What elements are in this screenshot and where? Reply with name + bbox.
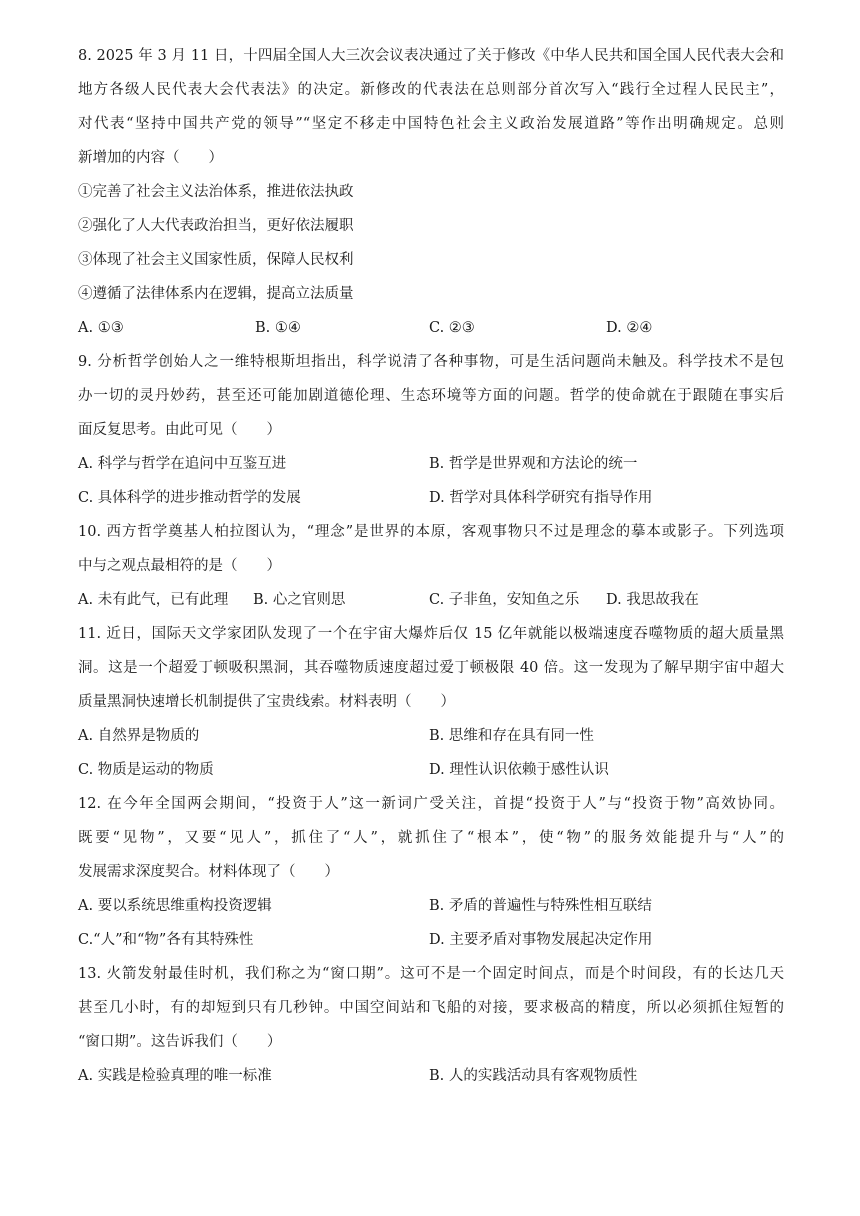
question-12-stem-line-2: 既要“见物”，又要“见人”，抓住了“人”，就抓住了“根本”，使“物”的服务效能提升与“人”的 xyxy=(78,830,784,846)
question-9-stem-line-1: 9. 分析哲学创始人之一维特根斯坦指出，科学说清了各种事物，可是生活问题尚未触及。科学技术不是包 xyxy=(78,354,784,370)
question-8-option-b[interactable]: B. ①④ xyxy=(255,320,301,336)
question-8-item-3: ③体现了社会主义国家性质，保障人民权利 xyxy=(78,252,354,268)
question-8-option-d[interactable]: D. ②④ xyxy=(606,320,653,336)
question-10-stem-line-2: 中与之观点最相符的是（ ） xyxy=(78,558,281,574)
question-13-stem-line-3: “窗口期”。这告诉我们（ ） xyxy=(78,1034,282,1050)
question-12-option-b[interactable]: B. 矛盾的普遍性与特殊性相互联结 xyxy=(429,898,652,914)
question-11-option-d[interactable]: D. 理性认识依赖于感性认识 xyxy=(429,762,609,778)
question-9-option-b[interactable]: B. 哲学是世界观和方法论的统一 xyxy=(429,456,638,472)
question-9-stem-line-3: 面反复思考。由此可见（ ） xyxy=(78,422,281,438)
question-8-stem-line-2: 地方各级人民代表大会代表法》的决定。新修改的代表法在总则部分首次写入“践行全过程人民民主”， xyxy=(78,82,784,98)
question-9-option-c[interactable]: C. 具体科学的进步推动哲学的发展 xyxy=(78,490,301,506)
question-11-stem-line-1: 11. 近日，国际天文学家团队发现了一个在宇宙大爆炸后仅 15 亿年就能以极端速度吞噬物质的超大质量黑 xyxy=(78,626,784,642)
question-13-option-b[interactable]: B. 人的实践活动具有客观物质性 xyxy=(429,1068,638,1084)
question-11-option-c[interactable]: C. 物质是运动的物质 xyxy=(78,762,214,778)
question-9-stem-line-2: 办一切的灵丹妙药，甚至还可能加剧道德伦理、生态环境等方面的问题。哲学的使命就在于跟随在事实后 xyxy=(78,388,784,404)
question-12-option-d[interactable]: D. 主要矛盾对事物发展起决定作用 xyxy=(429,932,653,948)
question-12-option-c[interactable]: C.“人”和“物”各有其特殊性 xyxy=(78,932,254,948)
question-10-stem-line-1: 10. 西方哲学奠基人柏拉图认为，“理念”是世界的本原，客观事物只不过是理念的摹本或影子。下列选项 xyxy=(78,524,784,540)
question-12-stem-line-1: 12. 在今年全国两会期间，“投资于人”这一新词广受关注，首提“投资于人”与“投资于物”高效协同。 xyxy=(78,796,784,812)
question-11-stem-line-2: 洞。这是一个超爱丁顿吸积黑洞，其吞噬物质速度超过爱丁顿极限 40 倍。这一发现为了解早期宇宙中超大 xyxy=(78,660,784,676)
question-8-stem-line-4: 新增加的内容（ ） xyxy=(78,150,223,166)
question-11-option-a[interactable]: A. 自然界是物质的 xyxy=(78,728,200,744)
question-8-option-a[interactable]: A. ①③ xyxy=(78,320,124,336)
question-10-option-d[interactable]: D. 我思故我在 xyxy=(606,592,699,608)
question-8-option-c[interactable]: C. ②③ xyxy=(429,320,475,336)
question-11-stem-line-3: 质量黑洞快速增长机制提供了宝贵线索。材料表明（ ） xyxy=(78,694,455,710)
question-9-option-d[interactable]: D. 哲学对具体科学研究有指导作用 xyxy=(429,490,653,506)
question-10-option-c[interactable]: C. 子非鱼，安知鱼之乐 xyxy=(429,592,580,608)
question-8-stem-line-1: 8. 2025 年 3 月 11 日，十四届全国人大三次会议表决通过了关于修改《中华人民共和国全国人民代表大会和 xyxy=(78,48,784,64)
question-8-item-4: ④遵循了法律体系内在逻辑，提高立法质量 xyxy=(78,286,354,302)
question-11-option-b[interactable]: B. 思维和存在具有同一性 xyxy=(429,728,594,744)
question-13-option-a[interactable]: A. 实践是检验真理的唯一标准 xyxy=(78,1068,272,1084)
question-12-stem-line-3: 发展需求深度契合。材料体现了（ ） xyxy=(78,864,339,880)
question-13-stem-line-1: 13. 火箭发射最佳时机，我们称之为“窗口期”。这可不是一个固定时间点，而是个时间段，有的长达几天 xyxy=(78,966,784,982)
question-10-option-b[interactable]: B. 心之官则思 xyxy=(253,592,346,608)
question-9-option-a[interactable]: A. 科学与哲学在追问中互鉴互进 xyxy=(78,456,287,472)
question-12-option-a[interactable]: A. 要以系统思维重构投资逻辑 xyxy=(78,898,272,914)
question-13-stem-line-2: 甚至几小时，有的却短到只有几秒钟。中国空间站和飞船的对接，要求极高的精度，所以必须抓住短暂的 xyxy=(78,1000,784,1016)
question-8-item-1: ①完善了社会主义法治体系，推进依法执政 xyxy=(78,184,354,200)
question-10-option-a[interactable]: A. 未有此气，已有此理 xyxy=(78,592,229,608)
question-8-stem-line-3: 对代表“坚持中国共产党的领导”“坚定不移走中国特色社会主义政治发展道路”等作出明确规定。总则 xyxy=(78,116,784,132)
question-8-item-2: ②强化了人大代表政治担当，更好依法履职 xyxy=(78,218,354,234)
